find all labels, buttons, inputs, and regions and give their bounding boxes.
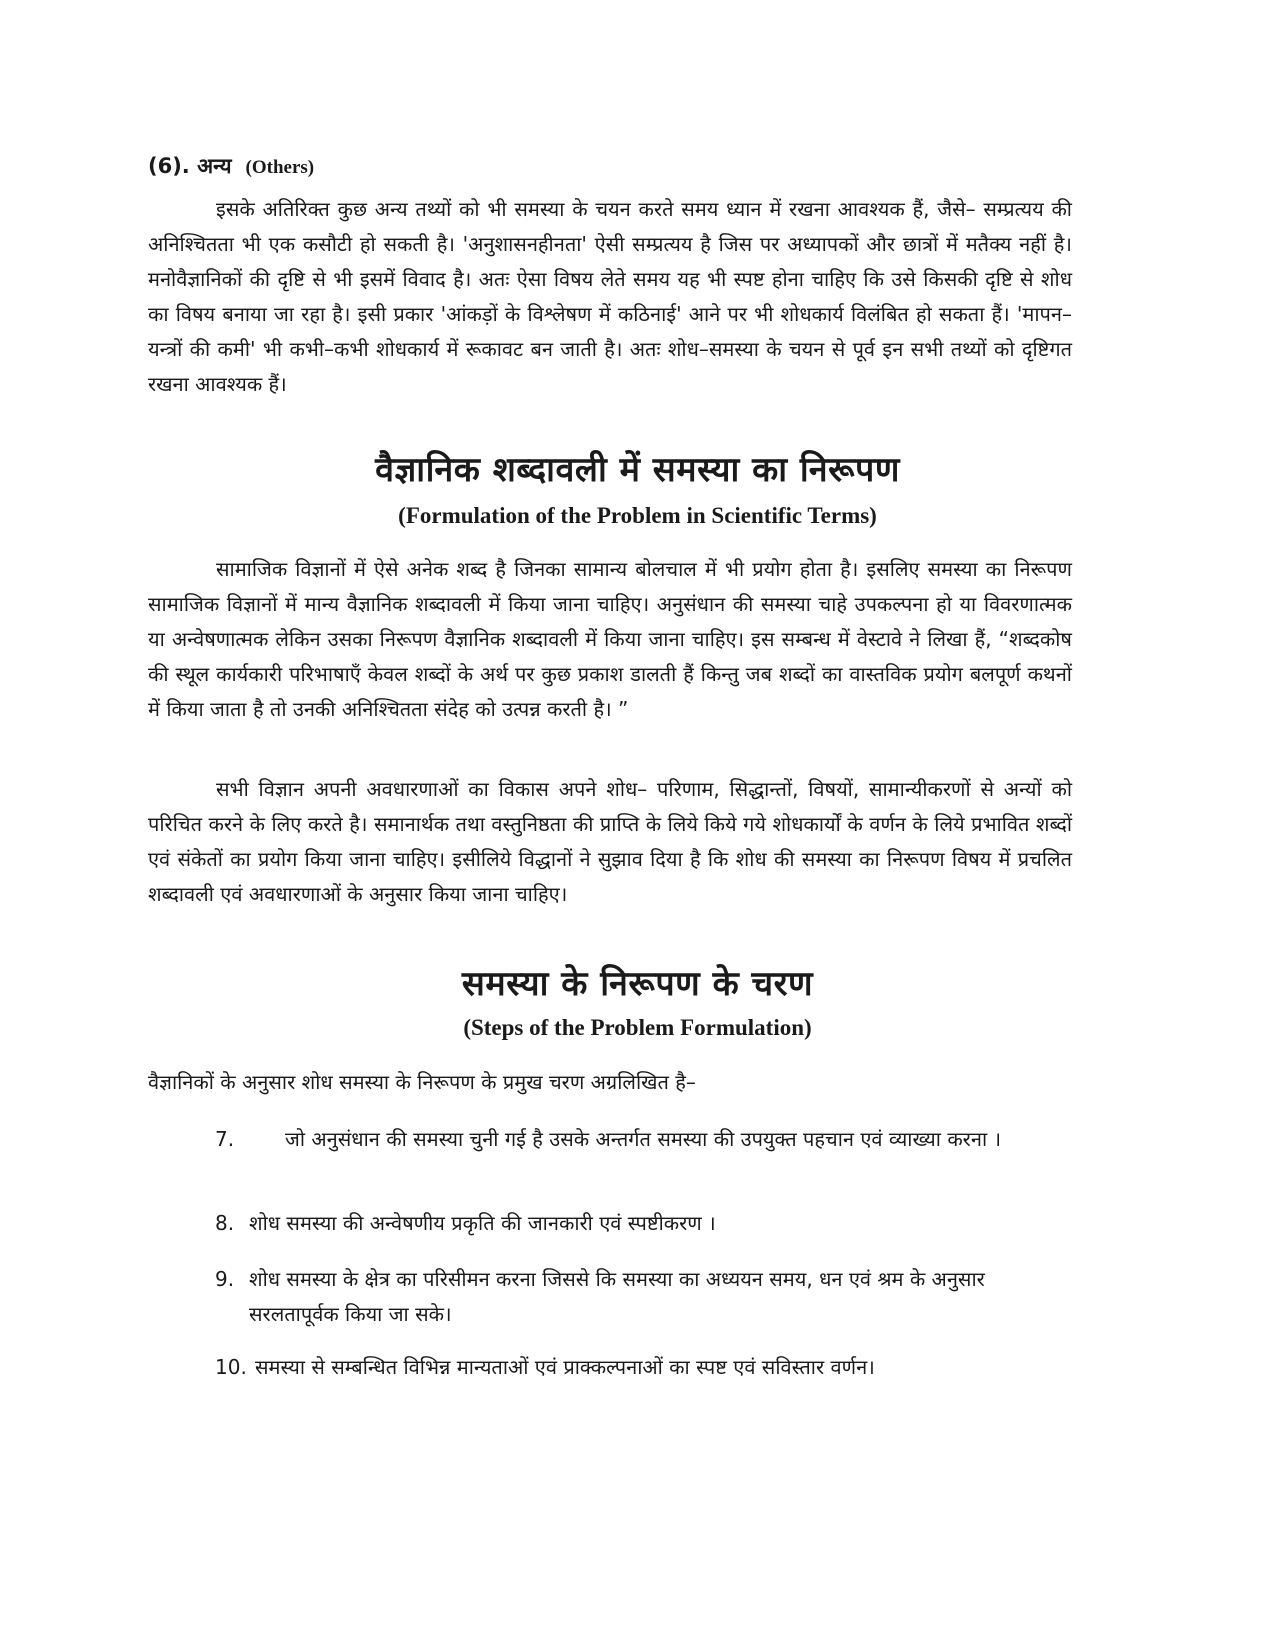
steps-title-hindi: समस्या के निरूपण के चरण	[461, 964, 814, 1004]
formulation-paragraph-2: सभी विज्ञान अपनी अवधारणाओं का विकास अपने शोध– परिणाम, सिद्धान्तों, विषयों, सामान्यीकरणों से अन्यों को परिचित करने के लिए करते है। समानार्थक तथा वस्तुनिष्ठता की प्राप्ति के लिये किये गये शोधकार्यों के वर्णन के लिये प्रभावित शब्दों एवं संकेतों का प्रयोग किया जाना चाहिए। इसीलिये विद्धानों ने सुझाव दिया है कि शोध की समस्या का निरूपण विषय में प्रचलित शब्दावली एवं अवधारणाओं के अनुसार किया जाना चाहिए।	[148, 777, 1072, 906]
step-number: 8.	[215, 1211, 235, 1235]
step-text: जो अनुसंधान की समस्या चुनी गई है उसके अन्तर्गत समस्या की उपयुक्त पहचान एवं व्याख्या करना ।	[285, 1127, 1002, 1151]
section-heading-hindi: (6). अन्य	[148, 154, 232, 178]
step-number: 7.	[215, 1127, 235, 1151]
step-item	[215, 1206, 1075, 1242]
steps-title-english: (Steps of the Problem Formulation)	[463, 1015, 812, 1040]
step-text: समस्या से सम्बन्धित विभिन्न मान्यताओं एवं प्राक्कल्पनाओं का स्पष्ट एवं सविस्तार वर्णन।	[255, 1355, 875, 1379]
step-number: 10.	[215, 1355, 247, 1379]
section-heading-english: (Others)	[245, 157, 315, 178]
step-item	[215, 1122, 1075, 1194]
formulation-title-hindi: वैज्ञानिक शब्दावली में समस्या का निरूपण	[375, 450, 900, 490]
others-paragraph: इसके अतिरिक्त कुछ अन्य तथ्यों को भी समस्या के चयन करते समय ध्यान में रखना आवश्यक हैं, जैसे– सम्प्रत्यय की अनिश्चितता भी एक कसौटी हो सकती है। 'अनुशासनहीनता' ऐसी सम्प्रत्यय है जिस पर अध्यापकों और छात्रों में मतैक्य नहीं है। मनोवैज्ञानिकों की दृष्टि से भी इसमें विवाद है। अतः ऐसा विषय लेते समय यह भी स्पष्ट होना चाहिए कि उसे किसकी दृष्टि से शोध का विषय बनाया जा रहा है। इसी प्रकार 'आंकड़ों के विश्लेषण में कठिनाई' आने पर भी शोधकार्य विलंबित हो सकता हैं। 'मापन–यन्त्रों की कमी' भी कभी–कभी शोधकार्य में रूकावट बन जाती है। अतः शोध–समस्या के चयन से पूर्व इन सभी तथ्यों को दृष्टिगत रखना आवश्यक हैं।	[148, 197, 1072, 396]
step-text: शोध समस्या की अन्वेषणीय प्रकृति की जानकारी एवं स्पष्टीकरण ।	[249, 1211, 716, 1235]
steps-intro: वैज्ञानिकों के अनुसार शोध समस्या के निरूपण के प्रमुख चरण अग्रलिखित है–	[148, 1070, 696, 1094]
step-item	[215, 1350, 1075, 1386]
formulation-paragraph-1: सामाजिक विज्ञानों में ऐसे अनेक शब्द है जिनका सामान्य बोलचाल में भी प्रयोग होता है। इसलिए समस्या का निरूपण सामाजिक विज्ञानों में मान्य वैज्ञानिक शब्दावली में किया जाना चाहिए। अनुसंधान की समस्या चाहे उपकल्पना हो या विवरणात्मक या अन्वेषणात्मक लेकिन उसका निरूपण वैज्ञानिक शब्दावली में किया जाना चाहिए। इस सम्बन्ध में वेस्टावे ने लिखा हैं, “शब्दकोष की स्थूल कार्यकारी परिभाषाएँ केवल शब्दों के अर्थ पर कुछ प्रकाश डालती हैं किन्तु जब शब्दों का वास्तविक प्रयोग बलपूर्ण कथनों में किया जाता है तो उनकी अनिश्चितता संदेह को उत्पन्न करती है। ”	[148, 557, 1072, 721]
section-heading-others	[148, 150, 314, 184]
step-number: 9.	[215, 1267, 235, 1291]
step-item	[215, 1262, 1075, 1334]
step-text: शोध समस्या के क्षेत्र का परिसीमन करना जिससे कि समस्या का अध्ययन समय, धन एवं श्रम के अनुसार सरलतापूर्वक किया जा सके।	[249, 1267, 985, 1326]
formulation-title-english: (Formulation of the Problem in Scientific Terms)	[398, 503, 877, 528]
